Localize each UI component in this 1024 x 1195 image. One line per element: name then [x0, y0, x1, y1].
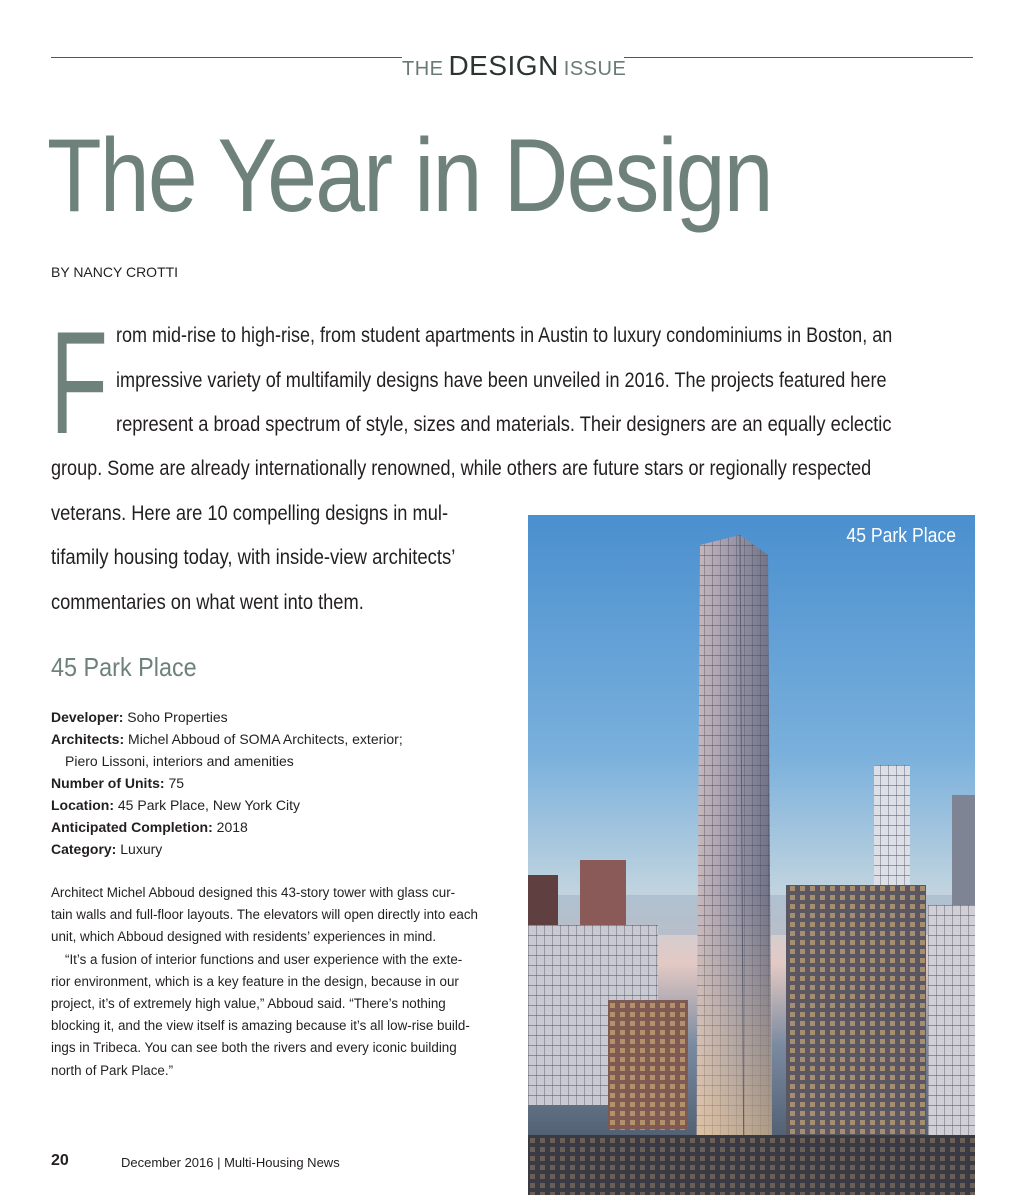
fact-label: Number of Units: — [51, 775, 165, 791]
intro-line: rom mid-rise to high-rise, from student apartments in Austin to luxury condominiums in Boston, an — [116, 324, 893, 347]
building-rendering-illustration — [528, 515, 975, 1195]
fact-label: Category: — [51, 841, 117, 857]
issue-the: THE — [402, 58, 444, 80]
header-rule-right — [624, 57, 973, 58]
issue-issue: ISSUE — [563, 58, 627, 80]
body-line: tain walls and full-floor layouts. The elevators will open directly into each — [51, 907, 478, 923]
fact-value: Michel Abboud of SOMA Architects, exterior; — [128, 731, 403, 747]
fact-label: Anticipated Completion: — [51, 819, 213, 835]
article-title: The Year in Design — [47, 118, 772, 234]
issue-label — [402, 50, 627, 82]
body-line: blocking it, and the view itself is amazing because it’s all low-rise build- — [51, 1018, 470, 1034]
page-number: 20 — [51, 1152, 69, 1169]
photo-caption: 45 Park Place — [846, 525, 956, 547]
fact-units — [51, 772, 403, 794]
intro-line: represent a broad spectrum of style, sizes and materials. Their designers are an equally eclectic — [116, 413, 892, 436]
fact-completion — [51, 816, 403, 838]
footer-publication: December 2016 | Multi-Housing News — [121, 1155, 340, 1170]
project-body — [51, 882, 503, 1082]
issue-design: DESIGN — [448, 50, 559, 81]
header-rule-left — [51, 57, 402, 58]
fact-category — [51, 838, 403, 860]
intro-line: impressive variety of multifamily designs have been unveiled in 2016. The projects featured here — [116, 369, 887, 392]
fact-value: 75 — [168, 775, 185, 791]
project-heading: 45 Park Place — [51, 652, 197, 682]
fact-value: Luxury — [120, 841, 163, 857]
drop-cap: F — [50, 301, 108, 464]
fact-developer — [51, 706, 403, 728]
fact-value: 45 Park Place, New York City — [117, 797, 300, 813]
fact-label: Location: — [51, 797, 114, 813]
body-line: ings in Tribeca. You can see both the rivers and every iconic building — [51, 1040, 457, 1056]
building-rendering — [528, 515, 975, 1195]
fact-label: Developer: — [51, 709, 124, 725]
body-line: north of Park Place.” — [51, 1062, 174, 1078]
fact-value: 2018 — [216, 819, 248, 835]
intro-line: tifamily housing today, with inside-view architects’ — [51, 546, 456, 569]
project-facts — [51, 706, 403, 860]
fact-location — [51, 794, 403, 816]
body-line: unit, which Abboud designed with residents’ experiences in mind. — [51, 929, 437, 945]
fact-architects — [51, 728, 403, 750]
fact-value: Soho Properties — [127, 709, 228, 725]
intro-line: commentaries on what went into them. — [51, 591, 364, 614]
intro-line: veterans. Here are 10 compelling designs in mul- — [51, 502, 449, 525]
byline: BY NANCY CROTTI — [51, 264, 179, 280]
body-line: rior environment, which is a key feature in the design, because in our — [51, 973, 459, 989]
body-line: “It’s a fusion of interior functions and user experience with the exte- — [65, 951, 463, 967]
body-line: project, it’s of extremely high value,” Abboud said. “There’s nothing — [51, 996, 446, 1012]
intro-line: group. Some are already internationally renowned, while others are future stars or regionally respected — [51, 457, 872, 480]
fact-architects-cont: Piero Lissoni, interiors and amenities — [65, 753, 294, 769]
fact-label: Architects: — [51, 731, 125, 747]
body-line: Architect Michel Abboud designed this 43-story tower with glass cur- — [51, 885, 456, 900]
